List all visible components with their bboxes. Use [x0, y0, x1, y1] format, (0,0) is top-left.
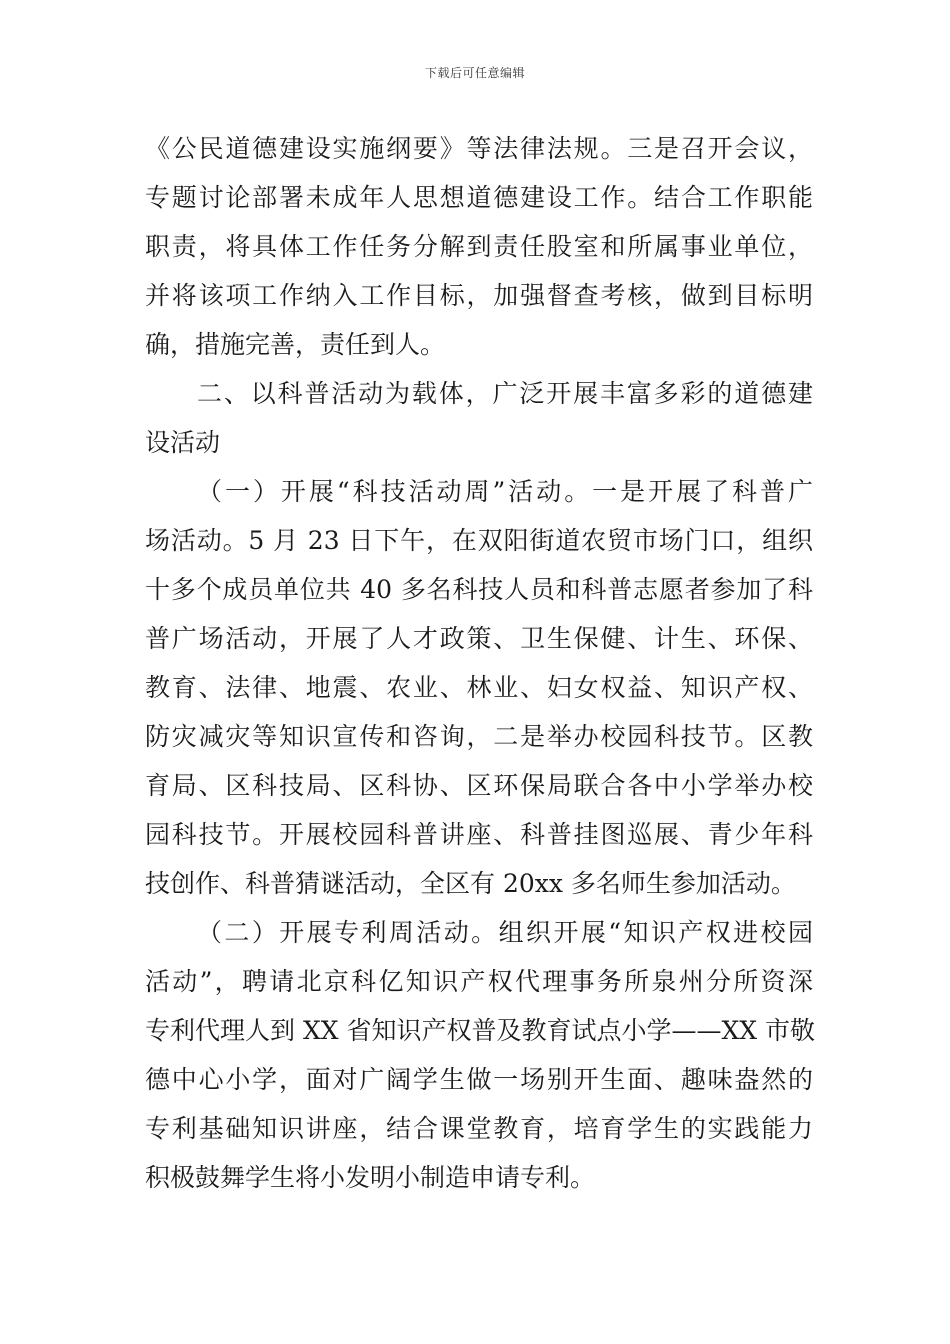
text-line: 防灾减灾等知识宣传和咨询，二是举办校园科技节。区教	[145, 722, 813, 751]
page-header-note: 下载后可任意编辑	[424, 66, 525, 80]
text-line: 教育、法律、地震、农业、林业、妇女权益、知识产权、	[145, 673, 813, 702]
text-line: 积极鼓舞学生将小发明小制造申请专利。	[145, 1163, 596, 1192]
text-line: 德中心小学，面对广阔学生做一场别开生面、趣味盎然的	[145, 1065, 813, 1094]
text-line: 职责，将具体工作任务分解到责任股室和所属事业单位，	[145, 232, 813, 261]
text-line: 园科技节。开展校园科普讲座、科普挂图巡展、青少年科	[145, 820, 813, 849]
text-line: 二、以科普活动为载体，广泛开展丰富多彩的道德建	[197, 379, 813, 408]
text-line: 普广场活动，开展了人才政策、卫生保健、计生、环保、	[145, 624, 813, 653]
text-line: 专利代理人到 XX 省知识产权普及教育试点小学——XX 市敬	[145, 1016, 816, 1045]
text-line: 并将该项工作纳入工作目标，加强督查考核，做到目标明	[145, 281, 813, 310]
text-line: 确，措施完善，责任到人。	[145, 330, 446, 359]
text-line: 场活动。5 月 23 日下午，在双阳街道农贸市场门口，组织	[145, 526, 813, 555]
text-line: 十多个成员单位共 40 多名科技人员和科普志愿者参加了科	[145, 575, 813, 604]
text-line: （二）开展专利周活动。组织开展“知识产权进校园	[197, 918, 813, 947]
text-line: 技创作、科普猜谜活动，全区有 20xx 多名师生参加活动。	[145, 869, 796, 898]
text-line: 设活动	[145, 428, 221, 457]
text-line: （一）开展“科技活动周”活动。一是开展了科普广	[197, 477, 813, 506]
text-line: 活动”，聘请北京科亿知识产权代理事务所泉州分所资深	[145, 967, 813, 996]
text-line: 专利基础知识讲座，结合课堂教育，培育学生的实践能力	[145, 1114, 813, 1143]
document-body	[145, 124, 816, 1202]
text-line: 《公民道德建设实施纲要》等法律法规。三是召开会议，	[145, 134, 813, 163]
text-line: 育局、区科技局、区科协、区环保局联合各中小学举办校	[145, 771, 813, 800]
text-line: 专题讨论部署未成年人思想道德建设工作。结合工作职能	[145, 183, 813, 212]
